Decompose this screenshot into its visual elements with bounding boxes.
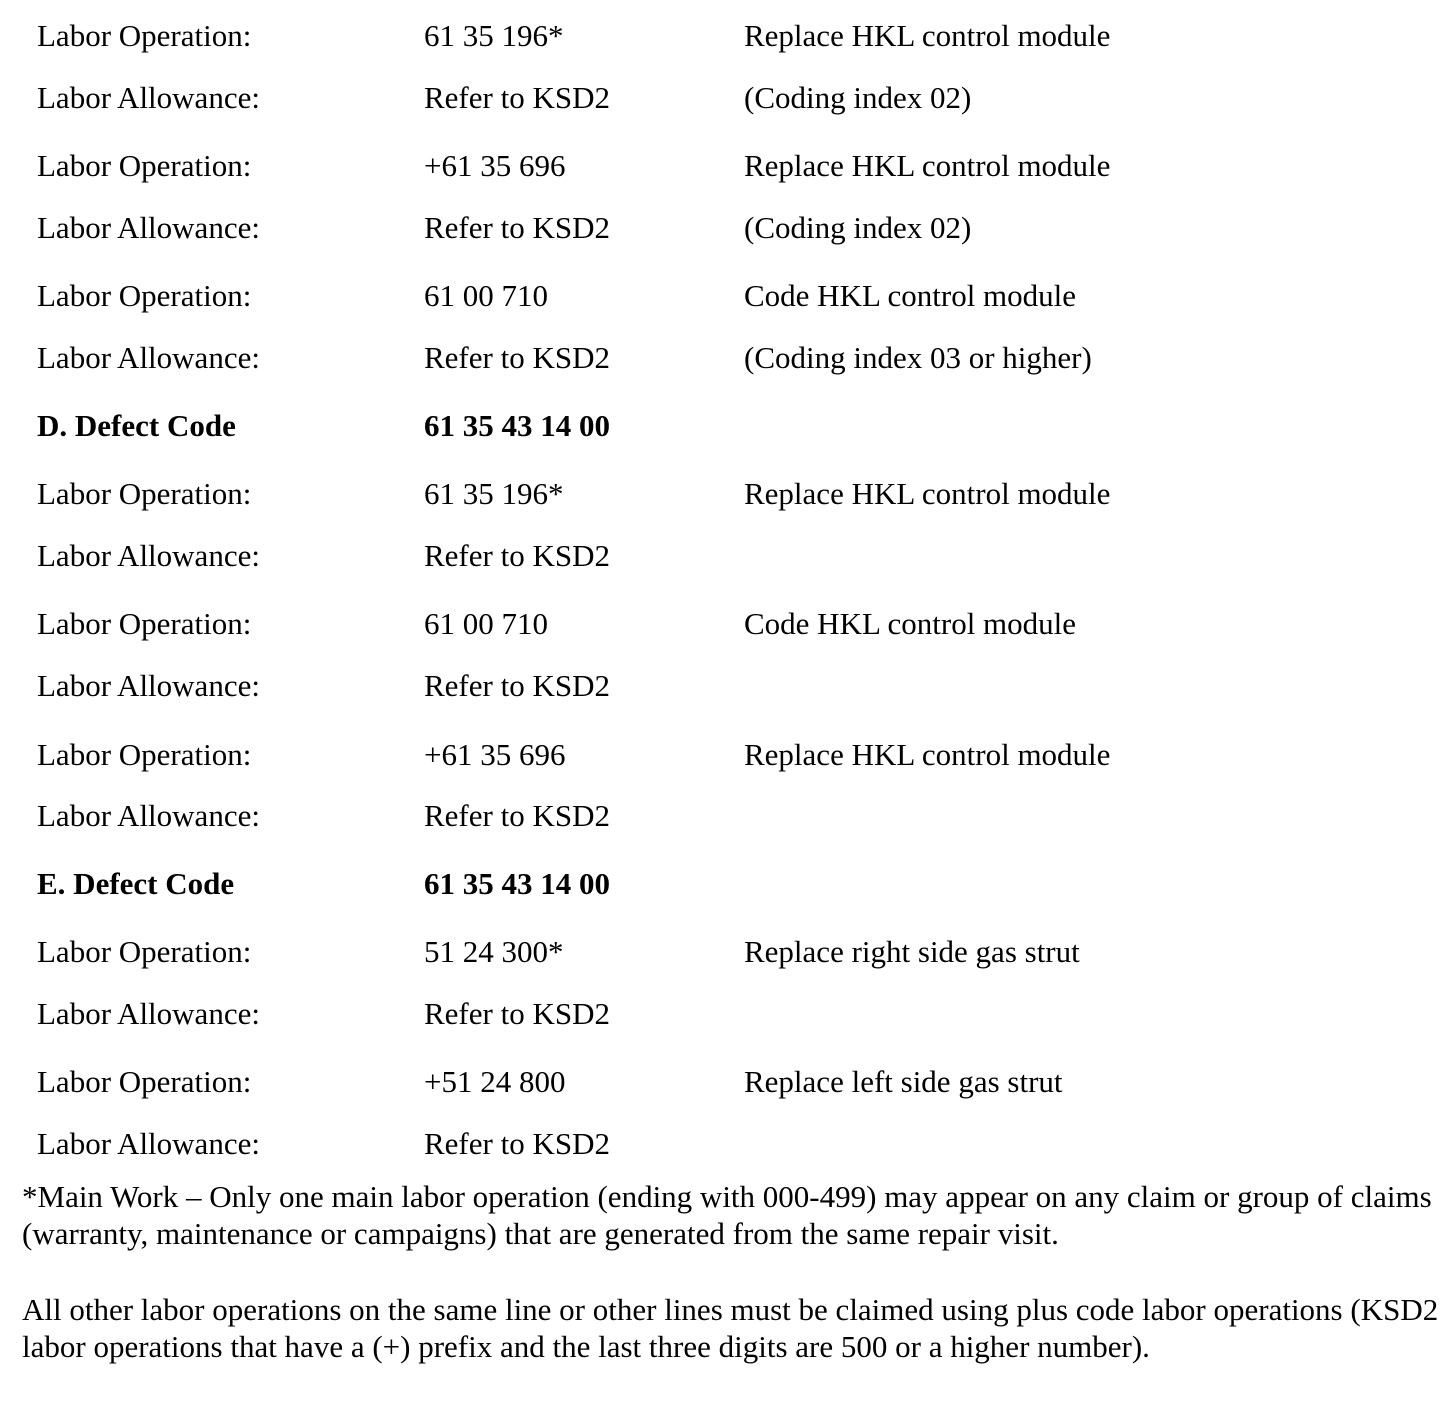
row-label: Labor Allowance: (37, 1126, 260, 1161)
row-label: Labor Allowance: (37, 996, 260, 1031)
row-label: Labor Operation: (37, 934, 252, 969)
row-code: Refer to KSD2 (424, 210, 610, 245)
labor-operation-row (0, 274, 1456, 318)
labor-allowance-row (0, 206, 1456, 250)
row-description: Replace HKL control module (744, 148, 1111, 183)
row-code: +61 35 696 (424, 148, 566, 183)
row-label: Labor Allowance: (37, 668, 260, 703)
row-code: 61 35 196* (424, 18, 564, 53)
row-code: Refer to KSD2 (424, 1126, 610, 1161)
row-label: Labor Operation: (37, 606, 252, 641)
row-description: Replace HKL control module (744, 737, 1111, 772)
labor-allowance-row (0, 534, 1456, 578)
row-code: Refer to KSD2 (424, 340, 610, 375)
labor-operation-row (0, 14, 1456, 58)
row-label: Labor Operation: (37, 148, 252, 183)
row-code: +61 35 696 (424, 737, 566, 772)
row-code: 61 35 196* (424, 476, 564, 511)
labor-allowance-row (0, 992, 1456, 1036)
labor-allowance-row (0, 336, 1456, 380)
row-description: Replace left side gas strut (744, 1064, 1063, 1099)
labor-operation-row (0, 472, 1456, 516)
row-code: 61 00 710 (424, 606, 548, 641)
defect-code-label: D. Defect Code (37, 408, 236, 443)
row-label: Labor Operation: (37, 737, 252, 772)
row-label: Labor Allowance: (37, 80, 260, 115)
row-code: Refer to KSD2 (424, 798, 610, 833)
row-description: Code HKL control module (744, 606, 1077, 641)
labor-operation-row (0, 733, 1456, 777)
row-code: +51 24 800 (424, 1064, 566, 1099)
row-description: Replace HKL control module (744, 18, 1111, 53)
defect-code-heading-d (0, 404, 1456, 448)
row-code: 51 24 300* (424, 934, 564, 969)
row-description: (Coding index 02) (744, 210, 972, 245)
row-label: Labor Operation: (37, 476, 252, 511)
labor-allowance-row (0, 664, 1456, 708)
row-label: Labor Allowance: (37, 538, 260, 573)
row-description: Replace right side gas strut (744, 934, 1080, 969)
row-description: Replace HKL control module (744, 476, 1111, 511)
row-description: (Coding index 02) (744, 80, 972, 115)
row-label: Labor Allowance: (37, 798, 260, 833)
labor-operation-row (0, 602, 1456, 646)
labor-allowance-row (0, 76, 1456, 120)
row-label: Labor Operation: (37, 18, 252, 53)
row-description: (Coding index 03 or higher) (744, 340, 1092, 375)
row-code: 61 00 710 (424, 278, 548, 313)
labor-operation-row (0, 144, 1456, 188)
row-description: Code HKL control module (744, 278, 1077, 313)
row-label: Labor Operation: (37, 278, 252, 313)
labor-allowance-row (0, 1122, 1456, 1166)
defect-code-heading-e (0, 862, 1456, 906)
row-label: Labor Allowance: (37, 340, 260, 375)
row-code: Refer to KSD2 (424, 668, 610, 703)
row-label: Labor Allowance: (37, 210, 260, 245)
defect-code-value: 61 35 43 14 00 (424, 408, 610, 443)
row-label: Labor Operation: (37, 1064, 252, 1099)
plus-code-note: All other labor operations on the same line or other lines must be claimed using plus code labor operations (KSD2 labor operations that have a (+) prefix and the last three digits are 500 or a higher number). (22, 1292, 1439, 1364)
defect-code-value: 61 35 43 14 00 (424, 866, 610, 901)
defect-code-label: E. Defect Code (37, 866, 235, 901)
labor-allowance-row (0, 794, 1456, 838)
row-code: Refer to KSD2 (424, 80, 610, 115)
labor-operation-row (0, 930, 1456, 974)
main-work-note: *Main Work – Only one main labor operation (ending with 000-499) may appear on any claim or group of claims (warranty, maintenance or campaigns) that are generated from the same repair visit. (22, 1179, 1432, 1251)
row-code: Refer to KSD2 (424, 538, 610, 573)
row-code: Refer to KSD2 (424, 996, 610, 1031)
labor-operation-row (0, 1060, 1456, 1104)
